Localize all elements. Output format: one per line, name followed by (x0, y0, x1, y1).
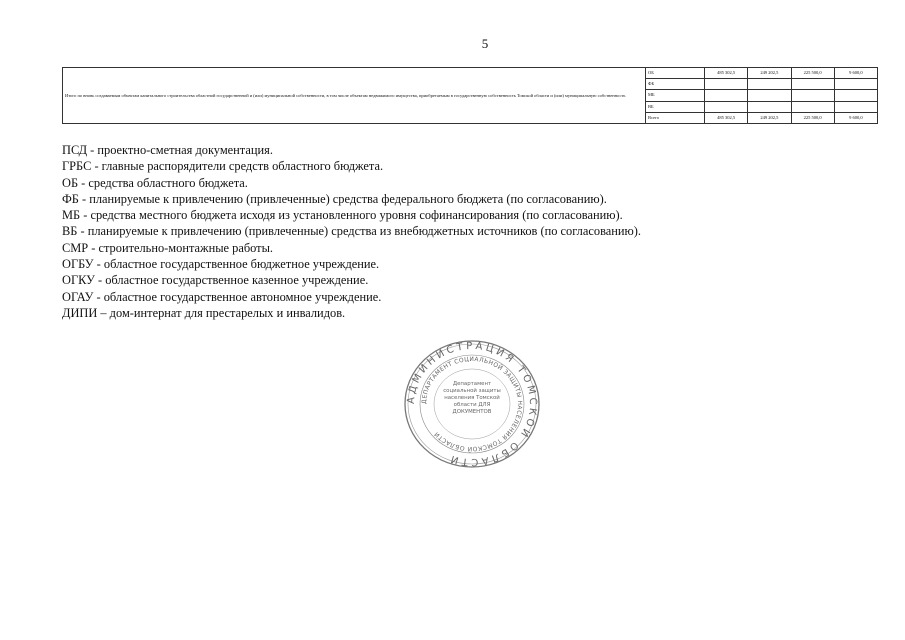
legend-item: ОБ - средства областного бюджета. (62, 175, 248, 190)
abbreviation-legend (62, 142, 641, 321)
legend-item: ОГБУ - областное государственное бюджетное учреждение. (62, 257, 380, 272)
legend-item: СМР - строительно-монтажные работы. (62, 240, 273, 255)
value-cell (748, 101, 791, 112)
source-cell: ФБ (646, 79, 705, 90)
value-cell: 249 202,5 (748, 68, 791, 79)
legend-item: ДИПИ – дом-интернат для престарелых и инвалидов. (62, 305, 346, 320)
legend-item: ГРБС - главные распорядители средств областного бюджета. (62, 159, 384, 174)
value-cell (834, 90, 877, 101)
value-cell (791, 79, 834, 90)
value-cell (791, 101, 834, 112)
value-cell (748, 79, 791, 90)
seal-inner-text: ДЕПАРТАМЕНТ СОЦИАЛЬНОЙ ЗАЩИТЫ НАСЕЛЕНИЯ ТОМСКОЙ ОБЛАСТИ (420, 355, 524, 453)
value-cell: 225 500,0 (791, 68, 834, 79)
value-cell (705, 101, 748, 112)
legend-item: ФБ - планируемые к привлечению (привлеченные) средства федерального бюджета (по согласованию). (62, 191, 607, 206)
value-cell (748, 90, 791, 101)
value-cell (705, 90, 748, 101)
value-cell: 485 302,5 (705, 112, 748, 123)
source-cell: МБ (646, 90, 705, 101)
value-cell: 225 500,0 (791, 112, 834, 123)
value-cell (791, 90, 834, 101)
page-number: 5 (481, 36, 489, 51)
source-cell: Всего (646, 112, 705, 123)
legend-item: ОГАУ - областное государственное автономное учреждение. (62, 289, 382, 304)
row-description: Итого по вновь создаваемым объектам капитального строительства областной государственной и (или) муниципальной собственности, в том числе объектам недвижимого имущества, приобретаемым в государственную собственность Томской области и (или) муниципальную собственность (63, 68, 646, 124)
value-cell: 9 600,0 (834, 68, 877, 79)
legend-item: МБ - средства местного бюджета исходя из установленного уровня софинансирования (по согласованию). (62, 208, 623, 223)
table-row (63, 68, 878, 79)
value-cell (705, 79, 748, 90)
seal-outer-text: АДМИНИСТРАЦИЯ ТОМСКОЙ ОБЛАСТИ (405, 340, 539, 468)
source-cell: ВБ (646, 101, 705, 112)
legend-item: ОГКУ - областное государственное казенное учреждение. (62, 273, 369, 288)
value-cell (834, 79, 877, 90)
value-cell: 249 202,5 (748, 112, 791, 123)
summary-table (62, 67, 878, 124)
value-cell: 485 302,5 (705, 68, 748, 79)
source-cell: ОБ (646, 68, 705, 79)
value-cell (834, 101, 877, 112)
seal-center-text: Департамент социальной защиты населения Томской области ДЛЯ ДОКУМЕНТОВ (443, 381, 501, 415)
legend-item: ВБ - планируемые к привлечению (привлеченные) средства из внебюджетных источников (по согласованию). (62, 224, 641, 239)
legend-item: ПСД - проектно-сметная документация. (62, 143, 273, 157)
value-cell: 9 600,0 (834, 112, 877, 123)
official-seal-icon (402, 339, 542, 469)
